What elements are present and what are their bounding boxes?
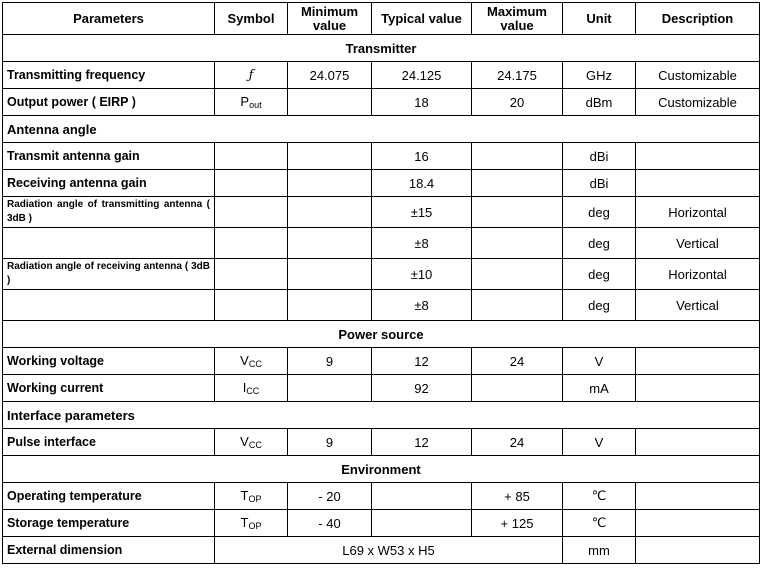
param-name: External dimension [3, 537, 215, 564]
typical-value [372, 510, 472, 537]
max-value: 24 [472, 348, 563, 375]
table-row [3, 62, 760, 89]
specifications-table [2, 2, 760, 564]
param-name: Radiation angle of transmitting antenna ( 3dB ) [3, 197, 215, 228]
typical-value: 16 [372, 143, 472, 170]
description: Vertical [636, 228, 760, 259]
unit: deg [563, 197, 636, 228]
symbol-sub: OP [248, 494, 262, 504]
description: Horizontal [636, 197, 760, 228]
param-name: Pulse interface [3, 429, 215, 456]
unit: deg [563, 290, 636, 321]
description [636, 510, 760, 537]
symbol [215, 483, 288, 510]
param-name [3, 290, 215, 321]
min-value: 9 [288, 429, 372, 456]
table-row [3, 290, 760, 321]
max-value: 24.175 [472, 62, 563, 89]
section-power-source: Power source [3, 321, 760, 348]
table-row [3, 259, 760, 290]
subsection-row [3, 116, 760, 143]
header-symbol: Symbol [215, 3, 288, 35]
table-row [3, 483, 760, 510]
typical-value: ±8 [372, 228, 472, 259]
symbol-sub: CC [246, 386, 260, 396]
symbol: ƒ [215, 62, 288, 89]
symbol [215, 510, 288, 537]
table-row [3, 197, 760, 228]
min-value [288, 143, 372, 170]
table-row [3, 170, 760, 197]
table-row [3, 228, 760, 259]
unit: V [563, 429, 636, 456]
max-value: 20 [472, 89, 563, 116]
section-environment: Environment [3, 456, 760, 483]
param-name: Working current [3, 375, 215, 402]
unit: ℃ [563, 510, 636, 537]
table-row [3, 348, 760, 375]
typical-value: 24.125 [372, 62, 472, 89]
max-value [472, 290, 563, 321]
header-description: Description [636, 3, 760, 35]
typical-value: 92 [372, 375, 472, 402]
header-parameters: Parameters [3, 3, 215, 35]
header-minimum: Minimum value [288, 3, 372, 35]
min-value: - 40 [288, 510, 372, 537]
unit: mA [563, 375, 636, 402]
max-value [472, 228, 563, 259]
min-value [288, 89, 372, 116]
min-value: - 20 [288, 483, 372, 510]
description [636, 143, 760, 170]
header-typical: Typical value [372, 3, 472, 35]
table-row [3, 429, 760, 456]
symbol-sub: out [249, 100, 262, 110]
symbol-main: I [242, 380, 247, 395]
param-name: Working voltage [3, 348, 215, 375]
description [636, 537, 760, 564]
typical-value: 12 [372, 429, 472, 456]
max-value [472, 375, 563, 402]
param-name: Transmitting frequency [3, 62, 215, 89]
description: Horizontal [636, 259, 760, 290]
max-value [472, 170, 563, 197]
description [636, 348, 760, 375]
table-row [3, 510, 760, 537]
max-value [472, 197, 563, 228]
typical-value: ±10 [372, 259, 472, 290]
min-value: 24.075 [288, 62, 372, 89]
param-name [3, 228, 215, 259]
param-name: Receiving antenna gain [3, 170, 215, 197]
table-row [3, 375, 760, 402]
param-name: Radiation angle of receiving antenna ( 3dB ) [3, 259, 215, 290]
symbol [215, 197, 288, 228]
symbol-main: P [240, 94, 250, 109]
max-value [472, 259, 563, 290]
section-antenna-angle: Antenna angle [3, 116, 760, 143]
symbol [215, 89, 288, 116]
unit: deg [563, 259, 636, 290]
description [636, 375, 760, 402]
description: Vertical [636, 290, 760, 321]
min-value [288, 259, 372, 290]
symbol [215, 429, 288, 456]
description [636, 429, 760, 456]
param-name: Operating temperature [3, 483, 215, 510]
symbol [215, 228, 288, 259]
typical-value: ±8 [372, 290, 472, 321]
unit: mm [563, 537, 636, 564]
symbol [215, 375, 288, 402]
description [636, 170, 760, 197]
param-name: Storage temperature [3, 510, 215, 537]
header-maximum: Maximum value [472, 3, 563, 35]
typical-value: 18.4 [372, 170, 472, 197]
description: Customizable [636, 89, 760, 116]
param-name: Output power ( EIRP ) [3, 89, 215, 116]
symbol-sub: CC [248, 440, 262, 450]
unit: GHz [563, 62, 636, 89]
header-row [3, 3, 760, 35]
max-value: 24 [472, 429, 563, 456]
min-value [288, 290, 372, 321]
description [636, 483, 760, 510]
symbol [215, 259, 288, 290]
symbol [215, 143, 288, 170]
header-unit: Unit [563, 3, 636, 35]
max-value: + 125 [472, 510, 563, 537]
unit: dBi [563, 170, 636, 197]
unit: dBm [563, 89, 636, 116]
symbol [215, 170, 288, 197]
min-value [288, 375, 372, 402]
section-transmitter: Transmitter [3, 35, 760, 62]
unit: dBi [563, 143, 636, 170]
symbol [215, 348, 288, 375]
symbol-main: T [240, 515, 249, 530]
min-value [288, 170, 372, 197]
symbol-sub: OP [248, 521, 262, 531]
min-value [288, 197, 372, 228]
min-value [288, 228, 372, 259]
min-value: 9 [288, 348, 372, 375]
typical-value: 18 [372, 89, 472, 116]
unit: V [563, 348, 636, 375]
max-value [472, 143, 563, 170]
typical-value [372, 483, 472, 510]
unit: deg [563, 228, 636, 259]
section-row [3, 456, 760, 483]
symbol [215, 290, 288, 321]
symbol-main: T [240, 488, 249, 503]
symbol-sub: CC [248, 359, 262, 369]
symbol-main: V [240, 434, 249, 449]
section-row [3, 35, 760, 62]
unit: ℃ [563, 483, 636, 510]
subsection-row [3, 402, 760, 429]
table-row [3, 143, 760, 170]
typical-value: ±15 [372, 197, 472, 228]
table-row [3, 537, 760, 564]
description: Customizable [636, 62, 760, 89]
section-interface-parameters: Interface parameters [3, 402, 760, 429]
max-value: + 85 [472, 483, 563, 510]
dimension-value: L69 x W53 x H5 [215, 537, 563, 564]
param-name: Transmit antenna gain [3, 143, 215, 170]
table-row [3, 89, 760, 116]
section-row [3, 321, 760, 348]
symbol-main: V [240, 353, 249, 368]
typical-value: 12 [372, 348, 472, 375]
